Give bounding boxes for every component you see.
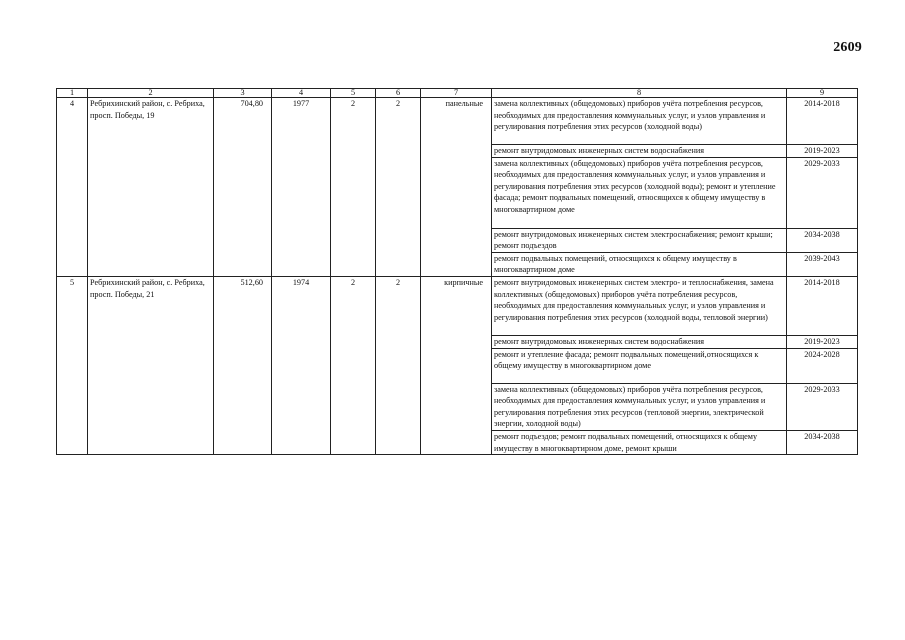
column-number: 7 xyxy=(421,89,492,98)
building-wall-material: панельные xyxy=(421,98,492,277)
repair-work: ремонт подъездов; ремонт подвальных помещений, относящихся к общему имуществу в многоквартирном доме, ремонт крыши xyxy=(492,430,787,454)
column-number: 5 xyxy=(331,89,376,98)
page-number: 2609 xyxy=(833,40,862,55)
column-number: 2 xyxy=(88,89,214,98)
repair-period: 2034-2038 xyxy=(787,228,858,252)
repair-work: замена коллективных (общедомовых) приборов учёта потребления ресурсов, необходимых для предоставления коммунальных услуг, и узлов управления и регулирования потребления этих ресурсов (холодной воды); ремонт и утепление фасада; ремонт подвальных помещений, относящихся к общему имуществу в многоквартирном доме xyxy=(492,157,787,228)
repair-period: 2014-2018 xyxy=(787,276,858,335)
repair-work: замена коллективных (общедомовых) приборов учёта потребления ресурсов, необходимых для предоставления коммунальных услуг, и узлов управления и регулирования потребления этих ресурсов (холодной воды) xyxy=(492,98,787,145)
repair-period: 2039-2043 xyxy=(787,252,858,276)
repair-period: 2014-2018 xyxy=(787,98,858,145)
column-number: 3 xyxy=(214,89,272,98)
repair-period: 2019-2023 xyxy=(787,145,858,158)
repair-period: 2029-2033 xyxy=(787,383,858,430)
column-number: 8 xyxy=(492,89,787,98)
column-number-row xyxy=(57,89,858,98)
building-address: Ребрихинский район, с. Ребриха, просп. Победы, 21 xyxy=(88,276,214,454)
building-area: 512,60 xyxy=(214,276,272,454)
repair-work: ремонт внутридомовых инженерных систем электро- и теплоснабжения, замена коллективных (общедомовых) приборов учёта потребления ресурсов, необходимых для предоставления коммунальных услуг, и узлов управления и регулирования потребления этих ресурсов (холодной воды, тепловой энергии) xyxy=(492,276,787,335)
repair-period: 2024-2028 xyxy=(787,348,858,383)
repair-work: ремонт и утепление фасада; ремонт подвальных помещений,относящихся к общему имуществу в многоквартирном доме xyxy=(492,348,787,383)
building-wall-material: кирпичные xyxy=(421,276,492,454)
table-row xyxy=(57,276,858,335)
row-number: 5 xyxy=(57,276,88,454)
repair-work: ремонт подвальных помещений, относящихся к общему имуществу в многоквартирном доме xyxy=(492,252,787,276)
column-number: 4 xyxy=(272,89,331,98)
repair-period: 2034-2038 xyxy=(787,430,858,454)
building-col6: 2 xyxy=(376,98,421,277)
building-address: Ребрихинский район, с. Ребриха, просп. Победы, 19 xyxy=(88,98,214,277)
repair-work: замена коллективных (общедомовых) приборов учёта потребления ресурсов, необходимых для предоставления коммунальных услуг, и узлов управления и регулирования потребления этих ресурсов (тепловой энергии, электрической энергии, холодной воды) xyxy=(492,383,787,430)
building-year: 1974 xyxy=(272,276,331,454)
building-col5: 2 xyxy=(331,276,376,454)
column-number: 6 xyxy=(376,89,421,98)
building-col6: 2 xyxy=(376,276,421,454)
row-number: 4 xyxy=(57,98,88,277)
building-area: 704,80 xyxy=(214,98,272,277)
repair-work: ремонт внутридомовых инженерных систем водоснабжения xyxy=(492,145,787,158)
capital-repair-table xyxy=(56,88,858,455)
building-col5: 2 xyxy=(331,98,376,277)
building-year: 1977 xyxy=(272,98,331,277)
table-row xyxy=(57,98,858,145)
repair-period: 2019-2023 xyxy=(787,335,858,348)
column-number: 9 xyxy=(787,89,858,98)
repair-work: ремонт внутридомовых инженерных систем водоснабжения xyxy=(492,335,787,348)
repair-work: ремонт внутридомовых инженерных систем электроснабжения; ремонт крыши; ремонт подъездов xyxy=(492,228,787,252)
column-number: 1 xyxy=(57,89,88,98)
repair-period: 2029-2033 xyxy=(787,157,858,228)
